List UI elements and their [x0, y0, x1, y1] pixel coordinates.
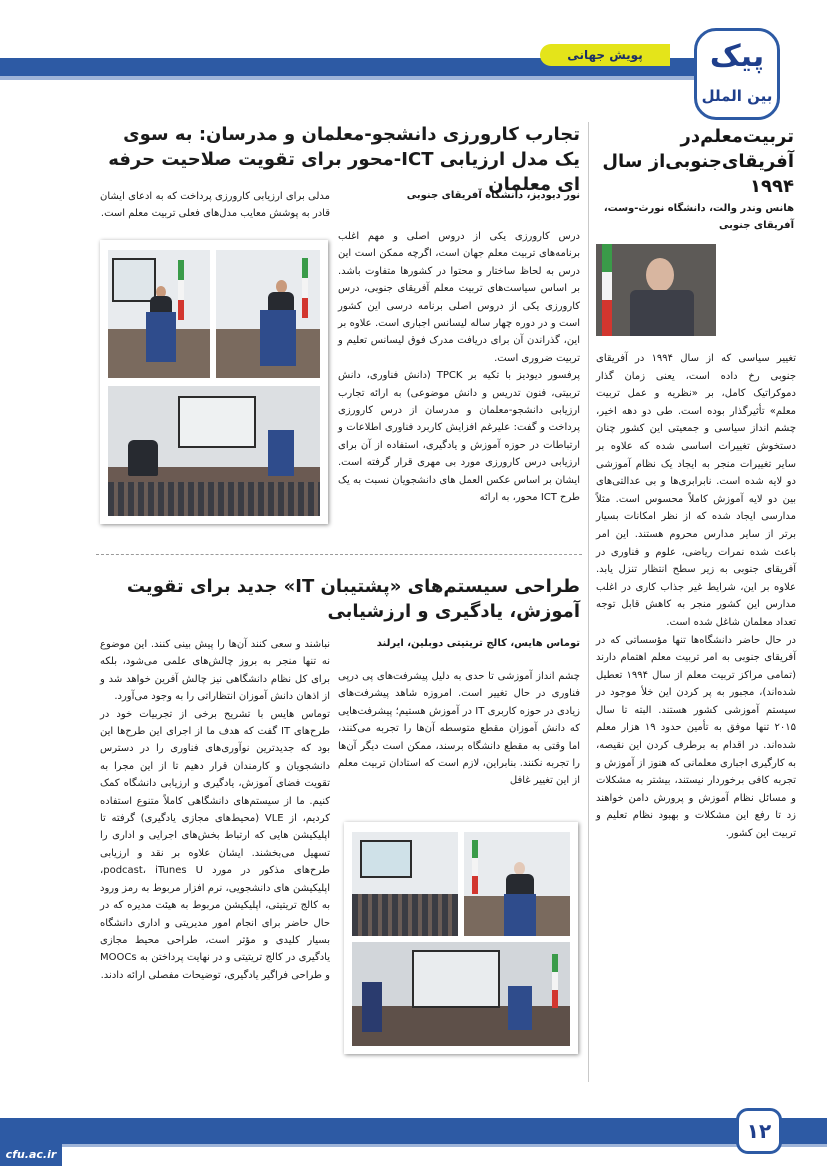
article2-photo-collage — [344, 822, 578, 1054]
article2-paragraph-3: توماس هایس با تشریح برخی از تجربیات خود در طرح‌های IT گفت که هدف ما از اجرای این طرح‌ها این بود که جدیدترین نوآوری‌های فناوری را در دسترس دانشجویان و کارمندان قرار دهیم تا از این مجرا به تقویت فضای آموزش، یادگیری و ارزیابی دانشگاه کمک کنیم. ما از سیستم‌های دانشگاهی کاملاً متنوع استفاده کردیم، از VLE (محیط‌های مجازی یادگیری) گرفته تا اپلیکیشن هایی که ارتباط بخش‌های اجرایی و اداری را تسهیل می‌بخشند. ایشان علاوه بر نقد و ارزیابی طرح‌های مذکور در مورد podcast، iTunes U، اپلیکیشن های دانشجویی، نرم افزار مربوط به رمز ورود به کالج تریتیتی، اپلیکیشن مربوط به هیئت مدیره که در حال حاضر برای انجام امور مدیریتی و اداری دانشگاه بسیار کلیدی و مؤثر است، طراحی محیط مجازی یادگیری در کالج تریتیتی و در نهایت پرداختن به MOOCs و طراحی فراگیر یادگیری، توضیحات مفصلی ارائه دادند. — [100, 708, 330, 981]
article2-body: چشم انداز آموزشی تا حدی به دلیل پیشرفت‌های پی درپی فناوری در حال تغییر است. امروزه شاهد پیشرفت‌های زیادی در حوزه کاربری IT در آموزش هستیم؛ پیشرفت‌هایی که دانش آموزان مقطع متوسطه آن‌ها را تجربه می‌کنند، اما وقتی به مقطع دانشگاه برسند، ممکن است دیگر آن‌ها را تجربه نکنند. بنابراین، لازم است که استادان تربیت معلم از این تغییر غافل — [338, 671, 580, 787]
logo-title: پیک — [709, 39, 765, 74]
conference-photo — [108, 386, 320, 516]
logo-subtitle: بین الملل — [701, 87, 773, 105]
speaker-portrait-photo — [596, 244, 716, 336]
conference-photo — [464, 832, 570, 936]
article1-title: تجارب کارورزی دانشجو-معلمان و مدرسان: به سوی یک مدل ارزیابی ICT-محور برای تقویت صلاحیت حرفه ای معلمان — [108, 124, 580, 195]
article2-title: طراحی سیستم‌های «پشتیبان IT» جدید برای تقویت آموزش، یادگیری و ارزشیابی — [126, 576, 580, 622]
article2-paragraph-2: نباشند و سعی کنند آن‌ها را پیش بینی کنند. این موضوع نه تنها منجر به بروز چالش‌های علمی می‌شود، بلکه برای کل نظام دانشگاهی نیز چالش آفرین خواهد شد و از اذهان دانش آموزان انتظاراتی را به وجود می‌آورد. — [100, 639, 330, 703]
right-article-body — [596, 350, 796, 843]
right-article-byline: هانس وندر والت، دانشگاه نورث-وست، آفریقای جنوبی — [603, 203, 794, 231]
article1-photo-collage — [100, 240, 328, 524]
conference-photo — [352, 832, 458, 936]
article1-paragraph-1: درس کارورزی یکی از دروس اصلی و مهم اغلب برنامه‌های تربیت معلم جهان است، اگرچه ممکن است این درس به لحاظ ساختار و محتوا در کشورها متفاوت باشد. بر اساس سیاست‌های تربیت معلم آفریقای جنوبی، درس کارورزی یکی از دروس اصلی برنامه درسی این کشور است و در دوره چهار ساله لیسانس اجباری است. علاوه بر این، گذراندن آن برای دریافت مدرک فوق لیسانس تعلیم و تربیت ضروری است. — [338, 231, 580, 364]
footer-band — [0, 1118, 827, 1144]
article1-body — [338, 228, 580, 507]
conference-photo — [352, 942, 570, 1046]
column-rule — [588, 122, 589, 1082]
right-article-title: تربیت‌معلم‌در آفریقای‌جنوبی‌از سال ۱۹۹۴ — [602, 126, 794, 197]
footer-band-line — [0, 1144, 827, 1147]
section-tag: پویش جهانی — [540, 44, 670, 66]
article2-byline: توماس هایس، کالج تریتیتی دوبلین، ایرلند — [376, 638, 580, 649]
conference-photo — [108, 250, 210, 378]
conference-photo — [216, 250, 320, 378]
header-band-shadow — [0, 76, 700, 80]
article1-continuation: مدلی برای ارزیابی کارورزی پرداخت که به ادعای ایشان قادر به پوشش معایب مدل‌های فعلی تربیت معلم است. — [100, 191, 330, 220]
site-url: cfu.ac.ir — [0, 1144, 62, 1166]
article2-continuation — [100, 636, 330, 984]
page-number: ۱۲ — [736, 1108, 782, 1154]
article-divider — [96, 554, 582, 555]
magazine-logo — [694, 28, 780, 120]
right-article-paragraph-1: تغییر سیاسی که از سال ۱۹۹۴ در آفریقای جنوبی رخ داده است، یعنی زمان گذار دموکراتیک کامل، بر «نظریه و عمل تربیت معلم» تأثیرگذار بوده است. طی دو دهه اخیر، چشم انداز سیاسی و جمعیتی این کشور چنان دستخوش تغییرات اساسی شده که علاوه بر سایر تغییرات منجر به ایجاد یک نظام آموزشی دو لایه شده است. نابرابری‌ها و بی عدالتی‌های بین دو لایه آموزش کاملاً محسوس است. مثلاً مدارسی ایجاد شده که از نظر امکانات بسیار برتر از سایر مدارس محروم هستند. این امر باعث شده نمرات ریاضی، علوم و فناوری در آفریقای جنوبی به زیر سطح انتظار تنزل یابد. علاوه بر این، شرایط غیر جذاب کاری در اغلب مدارس این کشور منجر به کاهش قابل توجه تعداد معلمان شاغل شده است. — [596, 353, 796, 628]
article1-paragraph-2: پرفسور دیودیز با تکیه بر TPCK (دانش فناوری، دانش تربیتی، فنون تدریس و دانش موضوعی) به ارائه تجارب ارزیابی دانشجو-معلمان و مدرسان از درس کارورزی پرداخت و گفت: علیرغم افزایش کاربرد فناوری اطلاعات و ارتباطات در حوزه آموزش و یادگیری، استفاده از آن برای ارزیابی درس کارورزی مورد بی مهری قرار گرفته است. ایشان بر اساس عکس العمل های دانشجویان نسبت به یک طرح ICT محور، به ارائه — [338, 370, 580, 504]
right-article-paragraph-2: در حال حاضر دانشگاه‌ها تنها مؤسساتی که در آفریقای جنوبی به امر تربیت معلم اهتمام دارند (تمامی مراکز تربیت معلم از سال ۱۹۹۴ تعطیل شده‌اند)، مجبور به پر کردن این خلأ موجود در سیستم آموزشی کشور هستند. البته تا سال ۲۰۱۵ تنها موفق به تأمین حدود ۱۹ هزار معلم شده‌اند. در اقدام به برطرف کردن این نقیصه، به کارگیری اجباری معلمانی که هنوز از آموزش و تجربه کافی برخوردار نیستند، بیشتر به مشکلات و مسائل نظام آموزش و پرورش دامن خواهند زد تا رفع این مشکلات و بهبود نظام تعلیم و تربیت این کشور. — [596, 634, 796, 840]
article1-byline: نور دیودیز، دانشگاه آفریقای جنوبی — [406, 190, 580, 201]
